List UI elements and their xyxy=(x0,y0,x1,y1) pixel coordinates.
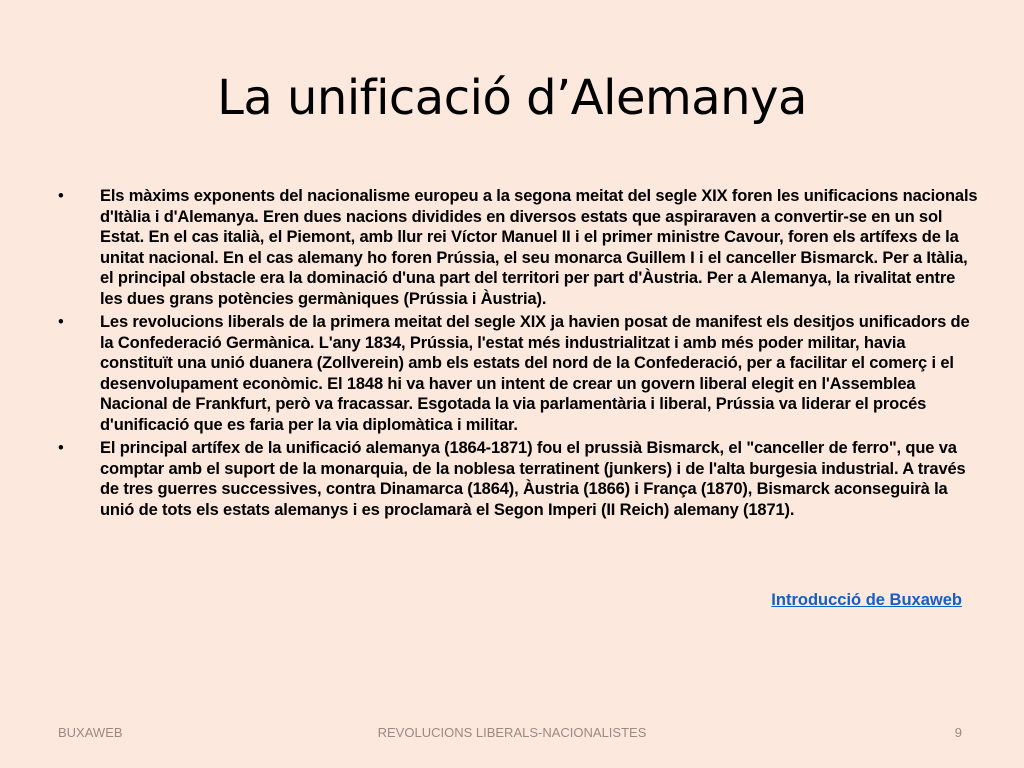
bullet-text: Els màxims exponents del nacionalisme europeu a la segona meitat del segle XIX foren les unificacions nacionals d'Itàlia i d'Alemanya. Eren dues nacions dividides en diversos estats que aspiraraven a convertir-se en un sol Estat. En el cas italià, el Piemont, amb llur rei Víctor Manuel II i el primer ministre Cavour, foren els artífexs de la unitat nacional. En el cas alemany ho foren Prússia, el seu monarca Guillem I i el canceller Bismarck. Per a Itàlia, el principal obstacle era la dominació d'una part del territori per part d'Àustria. Per a Alemanya, la rivalitat entre les dues grans potències germàniques (Prússia i Àustria). xyxy=(100,187,978,308)
footer-title: REVOLUCIONS LIBERALS-NACIONALISTES xyxy=(377,725,647,740)
bullet-item-1 xyxy=(58,186,978,309)
bullet-list xyxy=(58,186,978,523)
bullet-dot-icon: • xyxy=(58,313,64,331)
footer-left: BUXAWEB xyxy=(58,725,123,740)
bullet-text: El principal artífex de la unificació alemanya (1864-1871) fou el prussià Bismarck, el "canceller de ferro", que va comptar amb el suport de la monarquia, de la noblesa terratinent (junkers) i de l'alta burgesia industrial. A través de tres guerres successives, contra Dinamarca (1864), Àustria (1866) i França (1870), Bismarck aconseguirà la unió de tots els estats alemanys i es proclamarà el Segon Imperi (II Reich) alemany (1871). xyxy=(100,439,966,519)
bullet-item-2 xyxy=(58,312,978,435)
bullet-dot-icon: • xyxy=(58,439,64,457)
slide-title: La unificació d’Alemanya xyxy=(217,70,807,126)
bullet-text: Les revolucions liberals de la primera meitat del segle XIX ja havien posat de manifest els desitjos unificadors de la Confederació Germànica. L'any 1834, Prússia, l'estat més industrialitzat i amb més poder militar, havia constituït una unió duanera (Zollverein) amb els estats del nord de la Confederació, per a facilitar el comerç i el desenvolupament econòmic. El 1848 hi va haver un intent de crear un govern liberal elegit en l'Assemblea Nacional de Frankfurt, però va fracassar. Esgotada la via parlamentària i liberal, Prússia va liderar el procés d'unificació que es faria per la via diplomàtica i militar. xyxy=(100,313,970,434)
bullet-dot-icon: • xyxy=(58,187,64,205)
page-number: 9 xyxy=(954,725,962,740)
source-link[interactable]: Introducció de Buxaweb xyxy=(771,591,962,609)
bullet-item-3 xyxy=(58,438,978,520)
link-row xyxy=(771,591,962,610)
